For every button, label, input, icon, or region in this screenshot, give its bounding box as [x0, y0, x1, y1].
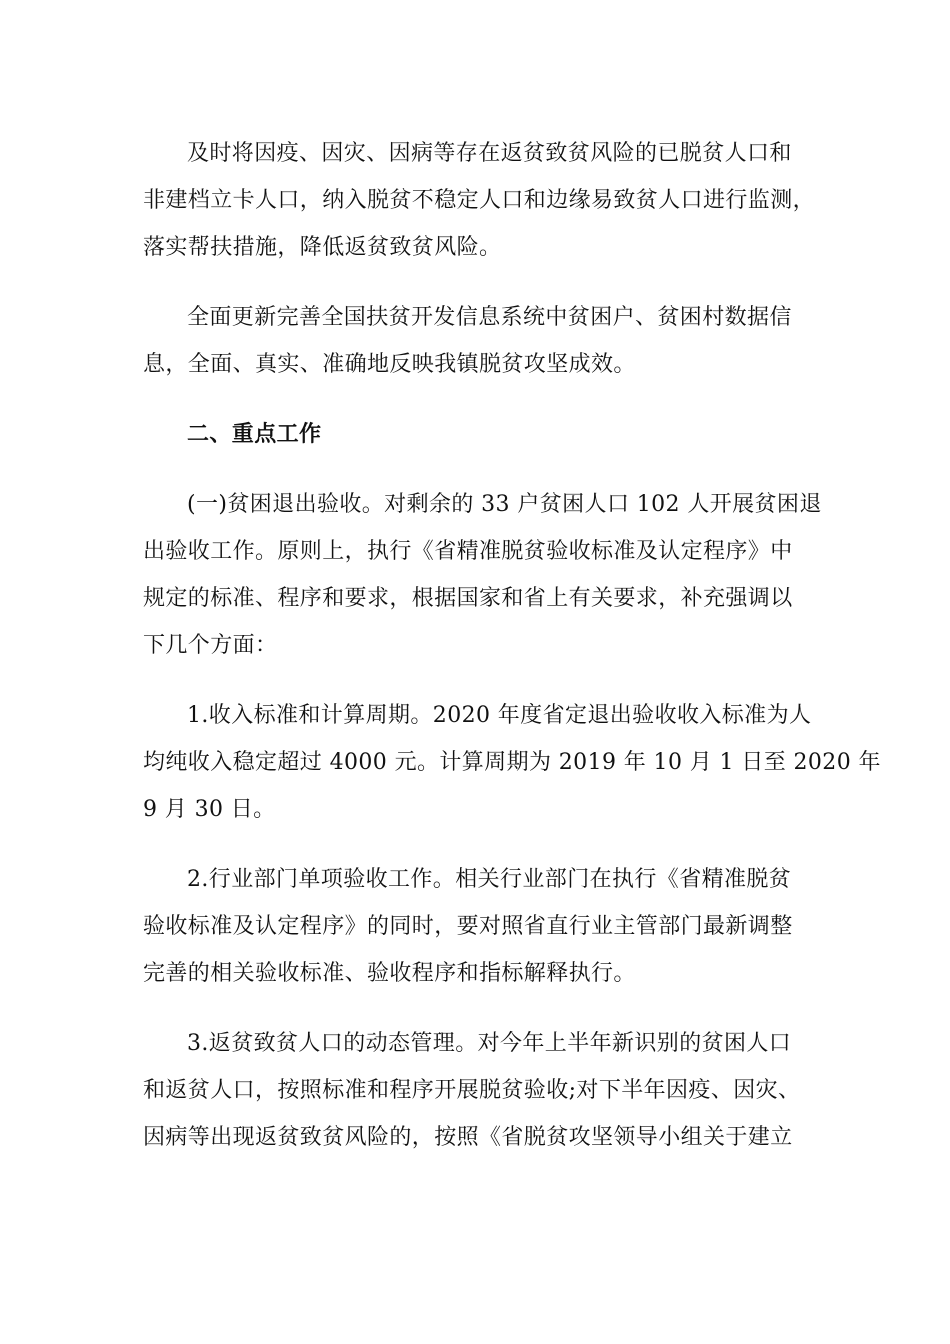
text-line: 和返贫人口，按照标准和程序开展脱贫验收;对下半年因疫、因灾、 [143, 1078, 801, 1103]
document-body [143, 130, 881, 1184]
text-line: 规定的标准、程序和要求，根据国家和省上有关要求，补充强调以 [143, 586, 793, 611]
paragraph-data-update [143, 294, 807, 388]
text-line: 完善的相关验收标准、验收程序和指标解释执行。 [143, 961, 636, 986]
paragraph-monitoring [143, 130, 816, 271]
paragraph-industry-acceptance [143, 856, 807, 997]
text-line: 因病等出现返贫致贫风险的，按照《省脱贫攻坚领导小组关于建立 [143, 1125, 793, 1150]
text-line: 均纯收入稳定超过 4000 元。计算周期为 2019 年 10 月 1 日至 2020 年 [143, 750, 881, 775]
paragraph-exit-acceptance [143, 481, 822, 669]
text-line: 1.收入标准和计算周期。2020 年度省定退出验收收入标准为人 [187, 703, 812, 728]
paragraph-dynamic-management [143, 1020, 807, 1161]
text-line: 非建档立卡人口，纳入脱贫不稳定人口和边缘易致贫人口进行监测， [143, 188, 816, 213]
section-heading [143, 411, 807, 458]
text-line: 息，全面、真实、准确地反映我镇脱贫攻坚成效。 [143, 352, 636, 377]
text-line: 验收标准及认定程序》的同时，要对照省直行业主管部门最新调整 [143, 914, 793, 939]
text-line: 3.返贫致贫人口的动态管理。对今年上半年新识别的贫困人口 [187, 1031, 792, 1056]
heading-text: 二、重点工作 [187, 421, 322, 447]
text-line: 全面更新完善全国扶贫开发信息系统中贫困户、贫困村数据信 [187, 305, 792, 330]
paragraph-income-standard [143, 692, 881, 833]
text-line: 2.行业部门单项验收工作。相关行业部门在执行《省精准脱贫 [187, 867, 792, 892]
text-line: 出验收工作。原则上，执行《省精准脱贫验收标准及认定程序》中 [143, 539, 793, 564]
text-line: 下几个方面： [143, 633, 278, 658]
text-line: 落实帮扶措施，降低返贫致贫风险。 [143, 235, 502, 260]
text-line: 及时将因疫、因灾、因病等存在返贫致贫风险的已脱贫人口和 [187, 141, 792, 166]
text-line: (一)贫困退出验收。对剩余的 33 户贫困人口 102 人开展贫困退 [187, 492, 822, 517]
text-line: 9 月 30 日。 [143, 797, 276, 822]
